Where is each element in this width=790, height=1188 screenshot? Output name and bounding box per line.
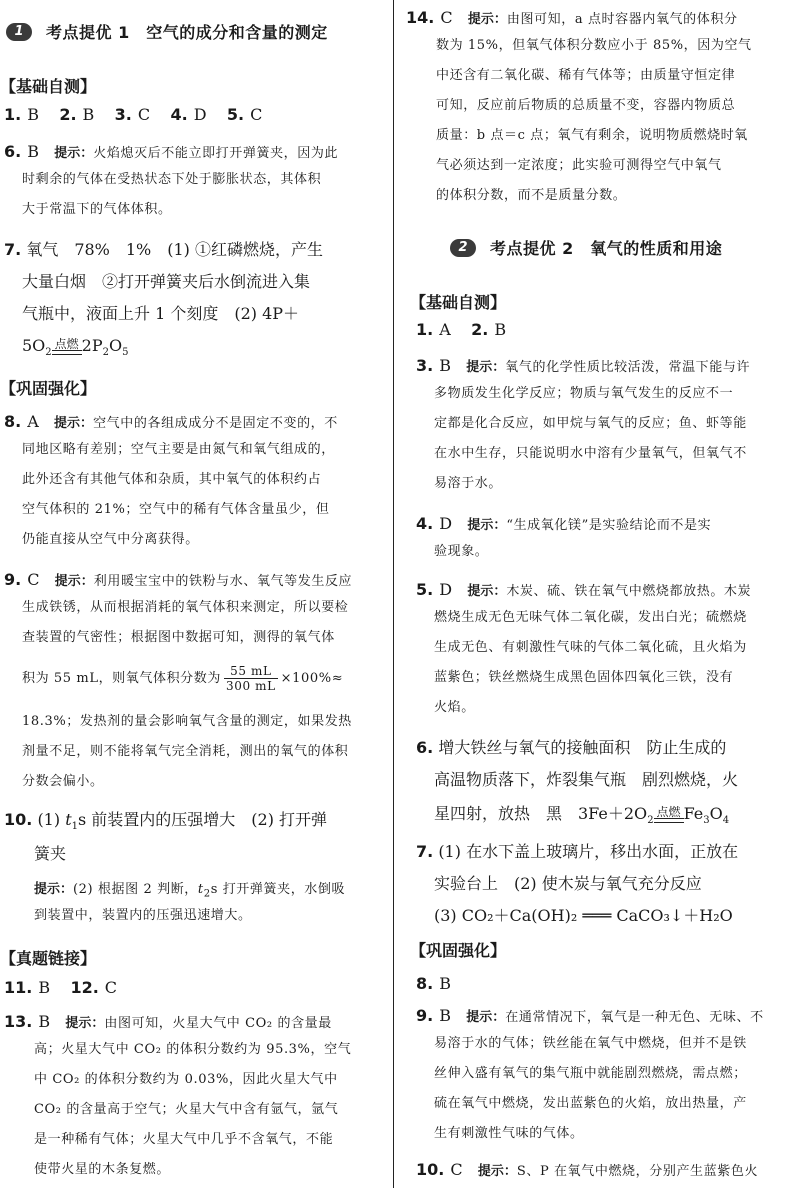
answer-6: 6. 增大铁丝与氧气的接触面积 防止生成的 xyxy=(416,738,727,757)
answer-5: 5. D 提示：木炭、硫、铁在氧气中燃烧都放热。木炭 xyxy=(416,580,752,599)
hint-line: 硫在氧气中燃烧，发出蓝紫色的火焰，放出热量，产 xyxy=(434,1096,747,1111)
answer-9: 9. C 提示：利用暖宝宝中的铁粉与水、氧气等发生反应 xyxy=(4,570,353,589)
answer-10: 10. (1) $t_1s$ 前装置内的压强增大 (2) 打开弹 xyxy=(4,810,328,833)
reaction-arrow: 点燃 xyxy=(654,806,684,823)
answer-7: 7. (1) 在水下盖上玻璃片，移出水面，正放在 xyxy=(416,842,739,861)
hint-line: 是一种稀有气体；火星大气中几乎不含氧气，不能 xyxy=(34,1132,334,1147)
hint-line: 高；火星大气中 CO₂ 的体积分数约为 95.3%，空气 xyxy=(34,1042,352,1057)
answer-8: 8. B xyxy=(416,974,451,993)
hint-line: 验现象。 xyxy=(434,544,489,559)
subheading-zhenti: 【真题链接】 xyxy=(0,949,97,968)
answer-line: (3) CO₂＋Ca(OH)₂ ═══ CaCO₃↓＋H₂O xyxy=(434,906,733,925)
hint-fraction-line: 积为 55 mL，则氧气体积分数为 $\frac{55 mL}{300 mL}$ ×100%≈ xyxy=(22,664,344,693)
answer-13: 13. B 提示：由图可知，火星大气中 CO₂ 的含量最 xyxy=(4,1012,332,1031)
hint-line: 易溶于水的气体；铁丝能在氧气中燃烧，但并不是铁 xyxy=(434,1036,747,1051)
hint-line: 数为 15%，但氧气体积分数应小于 85%，因为空气 xyxy=(436,38,752,53)
subheading-gonggu: 【巩固强化】 xyxy=(0,379,97,398)
answer-equation-line: 星四射，放热 黑 $3Fe+2O_2$ 点燃 $Fe_3O_4$ xyxy=(434,804,730,827)
hint-line: 蓝紫色；铁丝燃烧生成黑色固体四氧化三铁，没有 xyxy=(434,670,734,685)
hint-line: 仍能直接从空气中分离获得。 xyxy=(22,532,199,547)
hint-line: 查装置的气密性；根据图中数据可知，测得的氧气体 xyxy=(22,630,335,645)
answer-3: 3. B 提示：氧气的化学性质比较活泼，常温下能与许 xyxy=(416,356,751,375)
answer-4: 4. D 提示：“生成氧化镁”是实验结论而不是实 xyxy=(416,514,712,533)
answer-9: 9. B 提示：在通常情况下，氧气是一种无色、无味、不 xyxy=(416,1006,764,1025)
subheading-jichu: 【基础自测】 xyxy=(0,77,97,96)
hint-line: 质量：b 点＝c 点；氧气有剩余，说明物质燃烧时氧 xyxy=(436,128,748,143)
hint-line: 中还含有二氧化碳、稀有气体等；由质量守恒定律 xyxy=(436,68,736,83)
answer-1-2: 1. A 2. B xyxy=(416,320,507,339)
hint-line: 18.3%；发热剂的量会影响氧气含量的测定，如果发热 xyxy=(22,714,352,729)
hint-line: 生成无色、有刺激性气味的气体二氧化硫，且火焰为 xyxy=(434,640,747,655)
section-2-heading xyxy=(450,236,722,259)
answer-8: 8. A 提示：空气中的各组成成分不是固定不变的，不 xyxy=(4,412,338,431)
hint-line: 到装置中，装置内的压强迅速增大。 xyxy=(34,908,252,923)
answer-line: 实验台上 (2) 使木炭与氧气充分反应 xyxy=(434,874,702,893)
hint-line: 多物质发生化学反应；物质与氧气发生的反应不一 xyxy=(434,386,734,401)
answer-row-1-5: 1. B 2. B 3. C 4. D 5. C xyxy=(4,105,263,124)
hint-line: 此外还含有其他气体和杂质，其中氧气的体积约占 xyxy=(22,472,322,487)
hint-line: 定都是化合反应，如甲烷与氧气的反应；鱼、虾等能 xyxy=(434,416,747,431)
hint-line: 的体积分数，而不是质量分数。 xyxy=(436,188,627,203)
hint-line: 气必须达到一定浓度；此实验可测得空气中氧气 xyxy=(436,158,722,173)
hint-line: 生有刺激性气味的气体。 xyxy=(434,1126,584,1141)
hint-line: 中 CO₂ 的体积分数约为 0.03%，因此火星大气中 xyxy=(34,1072,338,1087)
subheading-gonggu: 【巩固强化】 xyxy=(410,941,507,960)
answer-line: 气瓶中，液面上升 1 个刻度 (2) 4P＋ xyxy=(22,304,300,323)
hint-line: 丝伸入盛有氧气的集气瓶中就能剧烈燃烧，需点燃； xyxy=(434,1066,747,1081)
column-divider xyxy=(393,0,394,1188)
answer-14: 14. C 提示：由图可知，a 点时容器内氧气的体积分 xyxy=(406,8,738,27)
hint-line: 使带火星的木条复燃。 xyxy=(34,1162,171,1177)
hint-line: 空气体积的 21%；空气中的稀有气体含量虽少，但 xyxy=(22,502,330,517)
answer-line: 簧夹 xyxy=(34,844,67,863)
answer-6: 6. B 提示：火焰熄灭后不能立即打开弹簧夹，因为此 xyxy=(4,142,339,161)
equation-line: $5O_2$ 点燃 $2P_2O_5$ xyxy=(22,336,129,359)
hint-line: CO₂ 的含量高于空气；火星大气中含有氩气，氩气 xyxy=(34,1102,339,1117)
section-title: 考点提优 1 空气的成分和含量的测定 xyxy=(46,23,328,42)
hint-line: 生成铁锈，从而根据消耗的氧气体积来测定，所以要检 xyxy=(22,600,349,615)
hint-line: 可知，反应前后物质的总质量不变，容器内物质总 xyxy=(436,98,736,113)
hint-10: 提示：(2) 根据图 2 判断，$t_2s$ 打开弹簧夹，水倒吸 xyxy=(34,882,346,900)
answer-line: 大量白烟 ②打开弹簧夹后水倒流进入集 xyxy=(22,272,311,291)
section-title: 考点提优 2 氧气的性质和用途 xyxy=(490,239,723,258)
section-1-heading xyxy=(6,20,328,43)
answer-line: 高温物质落下，炸裂集气瓶 剧烈燃烧，火 xyxy=(434,770,739,789)
section-badge: 2 xyxy=(450,239,476,257)
answer-10: 10. C 提示：S、P 在氧气中燃烧，分别产生蓝紫色火 xyxy=(416,1160,759,1179)
hint-line: 在水中生存，只能说明水中溶有少量氧气，但氧气不 xyxy=(434,446,747,461)
hint-line: 同地区略有差别；空气主要是由氮气和氧气组成的， xyxy=(22,442,335,457)
hint-line: 大于常温下的气体体积。 xyxy=(22,202,172,217)
reaction-arrow: 点燃 xyxy=(52,338,82,355)
hint-line: 时剩余的气体在受热状态下处于膨胀状态，其体积 xyxy=(22,172,322,187)
hint-line: 火焰。 xyxy=(434,700,475,715)
hint-line: 剂量不足，则不能将氧气完全消耗，测出的氧气的体积 xyxy=(22,744,349,759)
hint-line: 易溶于水。 xyxy=(434,476,503,491)
fraction: $\frac{55 mL}{300 mL}$ xyxy=(225,664,276,693)
hint-line: 燃烧生成无色无味气体二氧化碳，发出白光；硫燃烧 xyxy=(434,610,747,625)
answer-7: 7. 氧气 78% 1% (1) ①红磷燃烧，产生 xyxy=(4,240,324,259)
answer-11-12: 11. B 12. C xyxy=(4,978,118,997)
subheading-jichu: 【基础自测】 xyxy=(410,293,507,312)
hint-line: 分数会偏小。 xyxy=(22,774,104,789)
section-badge: 1 xyxy=(6,23,32,41)
